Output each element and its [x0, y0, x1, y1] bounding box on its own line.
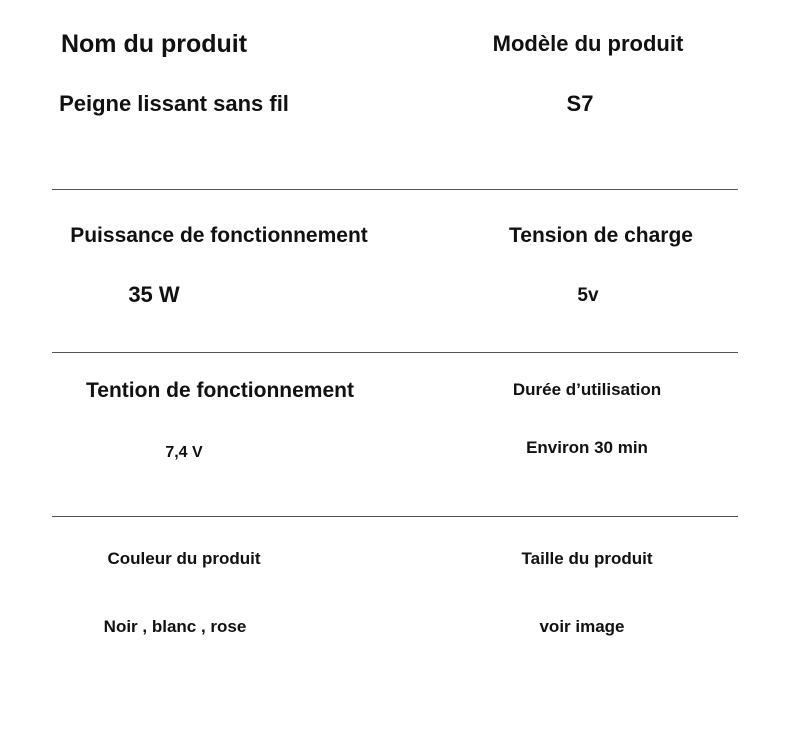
usage-duration-label: Durée d’utilisation [512, 380, 662, 399]
charging-voltage-label: Tension de charge [509, 224, 693, 247]
product-color-value: Noir , blanc , rose [103, 617, 247, 636]
product-color-label: Couleur du produit [107, 549, 261, 568]
row-divider [52, 352, 738, 353]
row-divider [52, 189, 738, 190]
row-divider [52, 516, 738, 517]
product-size-value: voir image [539, 617, 625, 636]
product-name-label: Nom du produit [60, 30, 248, 58]
operating-power-label: Puissance de fonctionnement [70, 224, 368, 247]
product-size-label: Taille du produit [521, 549, 653, 568]
product-model-label: Modèle du produit [492, 31, 684, 56]
operating-voltage-label: Tention de fonctionnement [86, 379, 354, 402]
operating-voltage-value: 7,4 V [165, 444, 203, 461]
product-name-value: Peigne lissant sans fil [59, 91, 289, 116]
product-model-value: S7 [566, 91, 594, 116]
usage-duration-value: Environ 30 min [526, 438, 648, 457]
charging-voltage-value: 5v [577, 285, 599, 306]
operating-power-value: 35 W [128, 282, 180, 307]
